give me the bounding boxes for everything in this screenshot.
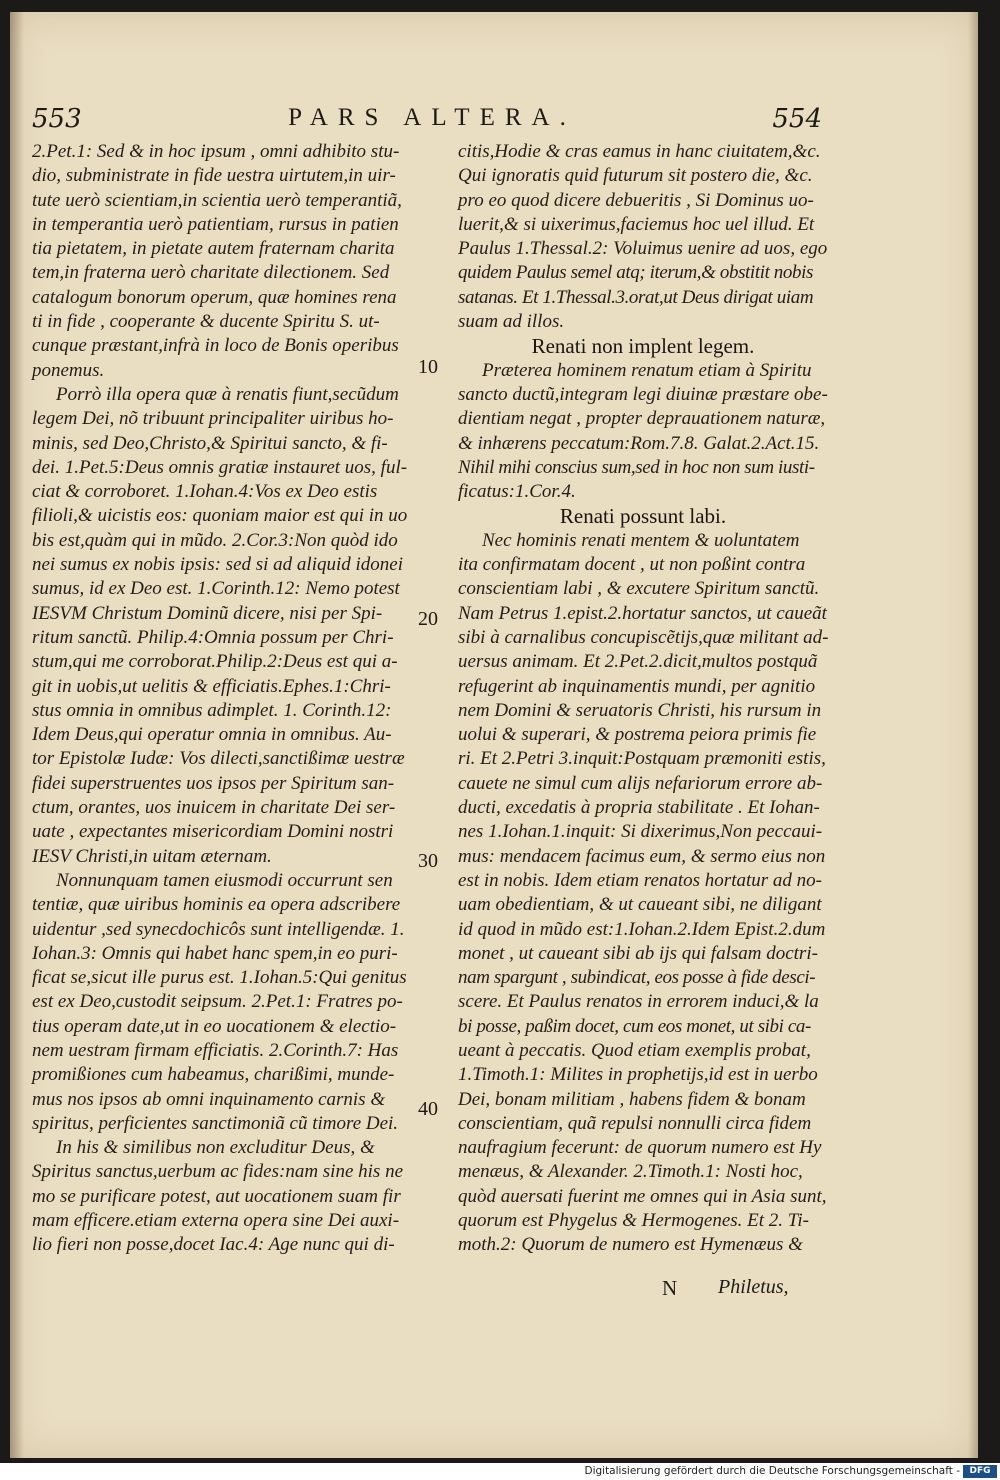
text-line: mam efficere.etiam externa opera sine Dei auxi- xyxy=(32,1210,400,1232)
text-line: nam spargunt , subindicat, eos posse à fide desci- xyxy=(458,967,816,989)
text-line: Nihil mihi conscius sum,sed in hoc non sum iusti- xyxy=(458,456,815,478)
text-line: mus nos ipsos ab omni inquinamento carnis & xyxy=(32,1088,386,1110)
text-line: uate , expectantes misericordiam Domini nostri xyxy=(32,821,394,843)
gutter-shadow xyxy=(10,12,24,1458)
text-line: ritum sanctũ. Philip.4:Omnia possum per Chri- xyxy=(32,626,394,648)
section-heading: Renati possunt labi. xyxy=(559,504,727,529)
text-line: luerit,& si uixerimus,faciemus hoc uel illud. Et xyxy=(458,213,815,235)
page-number-right: 554 xyxy=(772,104,822,134)
text-line: dei. 1.Pet.5:Deus omnis gratiæ instauret uos, ful- xyxy=(32,456,408,478)
text-line: git in uobis,ut uelitis & efficiatis.Ephes.1:Chri- xyxy=(32,675,391,697)
text-line: In his & similibus non excluditur Deus, & xyxy=(56,1137,375,1159)
text-line: & inhærens peccatum:Rom.7.8. Galat.2.Act.15. xyxy=(458,432,820,454)
text-line: sancto ductũ,integram legi diuinæ præstare obe- xyxy=(458,383,828,405)
text-line: menæus, & Alexander. 2.Timoth.1: Nosti hoc, xyxy=(458,1161,803,1183)
text-line: ducti, excedatis à propria stabilitate . Et Iohan- xyxy=(458,797,820,819)
line-number-30: 30 xyxy=(418,850,438,872)
paragraph xyxy=(32,140,408,383)
paragraph xyxy=(32,1136,408,1257)
text-line: Dei, bonam militiam , habens fidem & bonam xyxy=(458,1088,806,1110)
text-line: Præterea hominem renatum etiam à Spiritu xyxy=(482,359,812,381)
text-line: promißiones cum habeamus, charißimi, munde- xyxy=(32,1064,395,1086)
page-header xyxy=(32,104,822,144)
text-line: est ex Deo,custodit seipsum. 2.Pet.1: Fratres po- xyxy=(32,991,403,1013)
text-line: IESV Christi,in uitam æternam. xyxy=(32,845,272,867)
text-line: scere. Et Paulus renatos in errorem induci,& la xyxy=(458,991,819,1013)
text-line: sumus, id ex Deo est. 1.Corinth.12: Nemo potest xyxy=(32,578,400,600)
text-line: ueant à peccatis. Quod etiam exemplis probat, xyxy=(458,1039,811,1061)
text-line: nes 1.Iohan.1.inquit: Si dixerimus,Non peccaui- xyxy=(458,821,823,843)
text-line: lio fieri non posse,docet Iac.4: Age nunc qui di- xyxy=(32,1234,395,1256)
text-line: cunque præstant,infrà in loco de Bonis operibus xyxy=(32,335,399,357)
left-text-column xyxy=(32,140,408,1258)
text-line: moth.2: Quorum de numero est Hymenæus & xyxy=(458,1234,803,1256)
text-line: quòd auersati fuerint me omnes qui in Asia sunt, xyxy=(458,1185,827,1207)
text-line: uidentur ,sed synecdochicôs sunt intelligendæ. 1. xyxy=(32,918,405,940)
text-line: conscientiam, quã repulsi nonnulli circa fidem xyxy=(458,1112,812,1134)
book-page xyxy=(10,12,978,1458)
text-line: stum,qui me corroborat.Philip.2:Deus est qui a- xyxy=(32,651,398,673)
footer-credit: Digitalisierung gefördert durch die Deutsche Forschungsgemeinschaft - xyxy=(584,1465,960,1477)
text-line: sibi à carnalibus concupiscẽtijs,quæ militant ad- xyxy=(458,626,829,648)
text-line: Nec hominis renati mentem & uoluntatem xyxy=(482,529,800,551)
text-line: IESVM Christum Dominũ dicere, nisi per Spi- xyxy=(32,602,383,624)
page-edge-shadow xyxy=(968,12,978,1458)
text-line: uolui & superari, & postrema peiora primis fie xyxy=(458,724,817,746)
text-line: catalogum bonorum operum, quæ homines rena xyxy=(32,286,397,308)
text-line: dio, subministrate in fide uestra uirtutem,in uir- xyxy=(32,165,396,187)
text-line: citis,Hodie & cras eamus in hanc ciuitatem,&c. xyxy=(458,141,821,162)
text-line: naufragium fecerunt: de quorum numero est Hy xyxy=(458,1137,822,1159)
text-line: ciat & corroboret. 1.Iohan.4:Vos ex Deo estis xyxy=(32,481,378,503)
text-line: uersus animam. Et 2.Pet.2.dicit,multos postquã xyxy=(458,651,818,673)
text-line: Idem Deus,qui operatur omnia in omnibus. Au- xyxy=(32,724,392,746)
text-line: dientiam negat , propter deprauationem naturæ, xyxy=(458,408,826,430)
catchword: Philetus, xyxy=(718,1276,789,1298)
text-line: nem uestram firmam efficiatis. 2.Corinth.7: Has xyxy=(32,1039,399,1061)
text-line: Porrò illa opera quæ à renatis fiunt,secũdum xyxy=(56,383,399,405)
text-line: 2.Pet.1: Sed & in hoc ipsum , omni adhibito stu- xyxy=(32,141,400,162)
text-line: fidei superstruentes uos ipsos per Spiritum san- xyxy=(32,772,395,794)
running-title: PARS ALTERA. xyxy=(288,104,576,131)
text-line: Nonnunquam tamen eiusmodi occurrunt sen xyxy=(56,869,393,891)
digitization-footer xyxy=(0,1463,1000,1480)
text-line: Iohan.3: Omnis qui habet hanc spem,in eo puri- xyxy=(32,942,398,964)
text-line: legem Dei, nõ tribuunt principaliter uiribus ho- xyxy=(32,408,394,430)
text-line: nei sumus ex nobis ipsis: sed si ad aliquid idonei xyxy=(32,554,404,576)
text-line: tia pietatem, in pietate autem fraternam charita xyxy=(32,238,395,260)
text-line: tute uerò scientiam,in scientia uerò temperantiã, xyxy=(32,189,402,211)
paragraph xyxy=(32,383,408,869)
text-line: tor Epistolæ Iudæ: Vos dilecti,sanctißimæ uestræ xyxy=(32,748,405,770)
paragraph xyxy=(458,529,828,1258)
text-line: mo se purificare potest, aut uocationem suam fir xyxy=(32,1185,401,1207)
line-number-20: 20 xyxy=(418,608,438,630)
text-line: ponemus. xyxy=(32,359,105,381)
text-line: tentiæ, quæ uiribus hominis ea opera adscribere xyxy=(32,894,401,916)
text-line: Nam Petrus 1.epist.2.hortatur sanctos, ut caueãt xyxy=(458,602,827,624)
text-line: satanas. Et 1.Thessal.3.orat,ut Deus dirigat uiam xyxy=(458,286,814,308)
text-line: minis, sed Deo,Christo,& Spiritui sancto, & fi- xyxy=(32,432,388,454)
paragraph xyxy=(32,869,408,1136)
text-line: Paulus 1.Thessal.2: Voluimus uenire ad uos, ego xyxy=(458,238,828,260)
page-number-left: 553 xyxy=(32,104,82,134)
paragraph xyxy=(458,359,828,505)
text-line: ctum, orantes, uos inuicem in charitate Dei ser- xyxy=(32,797,396,819)
text-line: refugerint ab inquinamentis mundi, per agnitio xyxy=(458,675,816,697)
text-line: pro eo quod dicere debueritis , Si Dominus uo- xyxy=(458,189,814,211)
text-line: ficat se,sicut ille purus est. 1.Iohan.5:Qui genitus xyxy=(32,967,407,989)
text-line: id quod in mũdo est:1.Iohan.2.Idem Epist.2.dum xyxy=(458,918,826,940)
text-line: tius operam date,ut in eo uocationem & electio- xyxy=(32,1015,397,1037)
text-line: est in nobis. Idem etiam renatos hortatur ad no- xyxy=(458,869,822,891)
text-line: 1.Timoth.1: Milites in prophetijs,id est in uerbo xyxy=(458,1064,818,1086)
text-line: bi posse, paßim docet, cum eos monet, ut sibi ca- xyxy=(458,1015,811,1037)
line-number-10: 10 xyxy=(418,356,438,378)
text-line: in temperantia uerò patientiam, rursus in patien xyxy=(32,213,399,235)
text-line: filioli,& uicistis eos: quoniam maior est qui in uo xyxy=(32,505,408,527)
text-line: ficatus:1.Cor.4. xyxy=(458,481,576,503)
section-heading: Renati non implent legem. xyxy=(531,334,755,359)
text-line: suam ad illos. xyxy=(458,311,565,333)
right-text-column xyxy=(458,140,828,1258)
text-line: quidem Paulus semel atq; iterum,& obstitit nobis xyxy=(458,262,813,284)
text-line: spiritus, perficientes sanctimoniã cũ timore Dei. xyxy=(32,1112,399,1134)
paragraph xyxy=(458,140,828,334)
text-line: mus: mendacem facimus eum, & sermo eius non xyxy=(458,845,826,867)
text-line: ita confirmatam docent , ut non poßint contra xyxy=(458,554,806,576)
text-line: ri. Et 2.Petri 3.inquit:Postquam præmoniti estis, xyxy=(458,748,826,770)
signature-mark: N xyxy=(662,1276,678,1300)
text-line: stus omnia in omnibus adimplet. 1. Corinth.12: xyxy=(32,699,392,721)
text-line: ti in fide , cooperante & ducente Spiritu S. ut- xyxy=(32,311,380,333)
text-line: bis est,quàm qui in mũdo. 2.Cor.3:Non quòd ido xyxy=(32,529,398,551)
line-number-40: 40 xyxy=(418,1098,438,1120)
text-line: cauete ne simul cum alijs nefariorum errore ab- xyxy=(458,772,823,794)
text-line: quorum est Phygelus & Hermogenes. Et 2. Ti- xyxy=(458,1210,809,1232)
text-line: conscientiam labi , & excutere Spiritum sanctũ. xyxy=(458,578,820,600)
text-line: uam obedientiam, & ut caueant sibi, ne diligant xyxy=(458,894,822,916)
text-line: Spiritus sanctus,uerbum ac fides:nam sine his ne xyxy=(32,1161,404,1183)
dfg-logo: DFG xyxy=(963,1465,997,1478)
text-line: Qui ignoratis quid futurum sit postero die, &c. xyxy=(458,165,813,187)
text-line: tem,in fraterna uerò charitate dilectionem. Sed xyxy=(32,262,390,284)
text-line: monet , ut caueant sibi ab ijs qui falsam doctri- xyxy=(458,942,818,964)
text-line: nem Domini & seruatoris Christi, his rursum in xyxy=(458,699,822,721)
